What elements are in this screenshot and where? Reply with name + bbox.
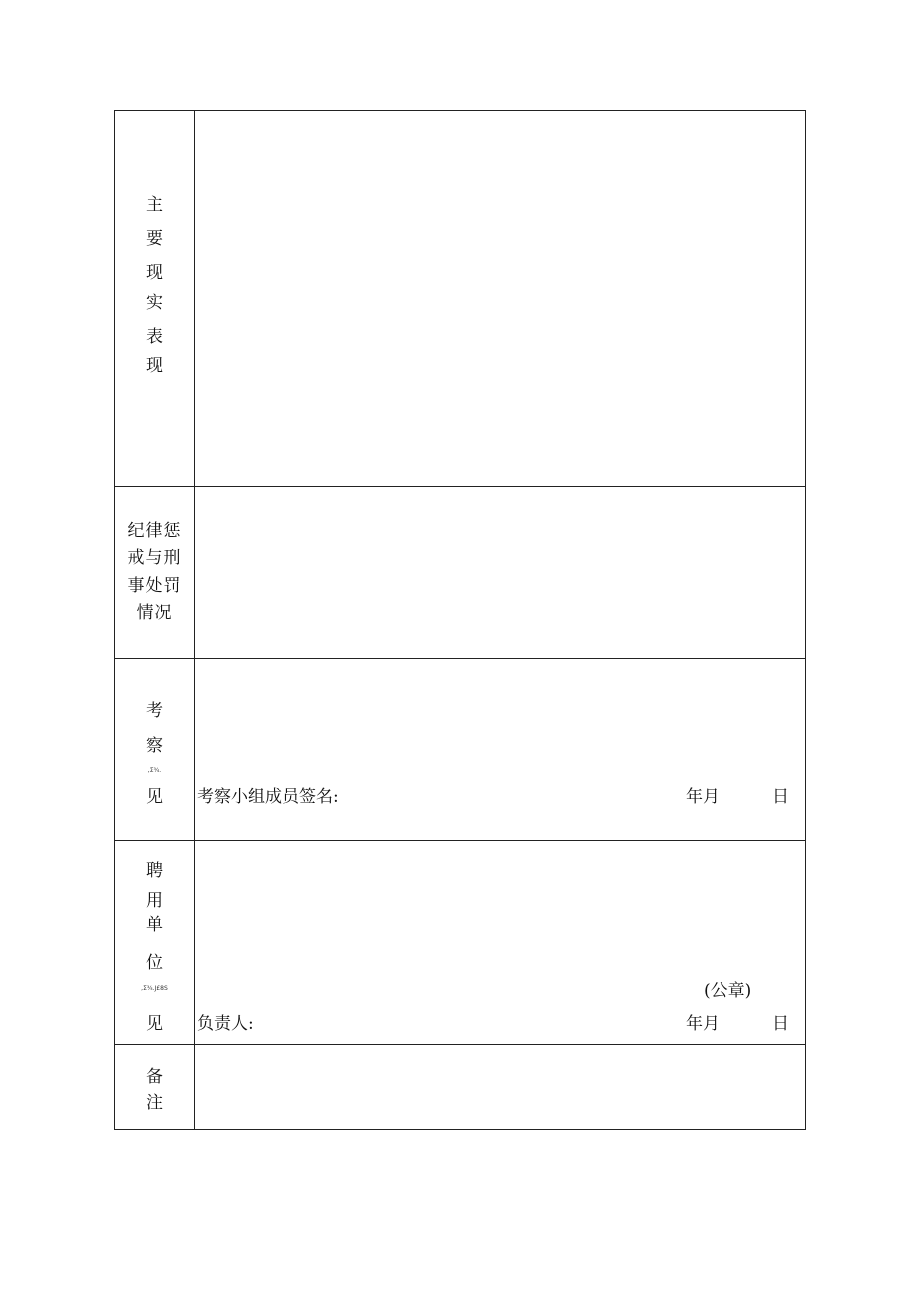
employer-label-char: 用 [146,891,163,911]
remarks-label-char: 备 [146,1067,163,1087]
inspection-signature-label: 考察小组成员签名: [197,787,339,807]
performance-label-char: 现 [146,263,163,283]
performance-label-char: 主 [146,195,163,215]
performance-label-char: 要 [146,229,163,249]
inspection-date-year-month: 年月 [686,787,720,807]
employer-label-char: 单 [146,915,163,935]
inspection-small-mark: ,Σ¾. [147,767,162,774]
discipline-label-line: 情况 [136,603,173,623]
employer-seal: (公章) [704,981,752,1001]
remarks-content-cell[interactable] [195,1045,805,1129]
discipline-label-line: 戒与刑 [127,548,182,568]
inspection-label-char: 察 [146,736,163,756]
appraisal-form-table [114,110,806,1130]
employer-label-char: 见 [146,1014,163,1034]
performance-label-char: 表 [146,327,163,347]
performance-label-char: 现 [146,356,163,376]
inspection-date-day: 日 [772,787,789,807]
discipline-content-cell[interactable] [195,487,805,658]
inspection-label-char: 考 [146,701,163,721]
remarks-label-char: 注 [146,1093,163,1113]
employer-responsible-label: 负责人: [197,1014,254,1034]
performance-label-char: 实 [146,293,163,313]
employer-label-char: 位 [146,953,163,973]
employer-date-year-month: 年月 [686,1014,720,1034]
employer-small-mark: ,Σ¾.J£8S [141,985,168,992]
discipline-label-line: 事处罚 [127,576,182,596]
employer-date-day: 日 [772,1014,789,1034]
performance-content-cell[interactable] [195,111,805,486]
inspection-label-char: 见 [146,787,163,807]
employer-label-char: 聘 [146,861,163,881]
inspection-content-cell[interactable] [195,659,805,840]
discipline-label-line: 纪律惩 [127,521,182,541]
